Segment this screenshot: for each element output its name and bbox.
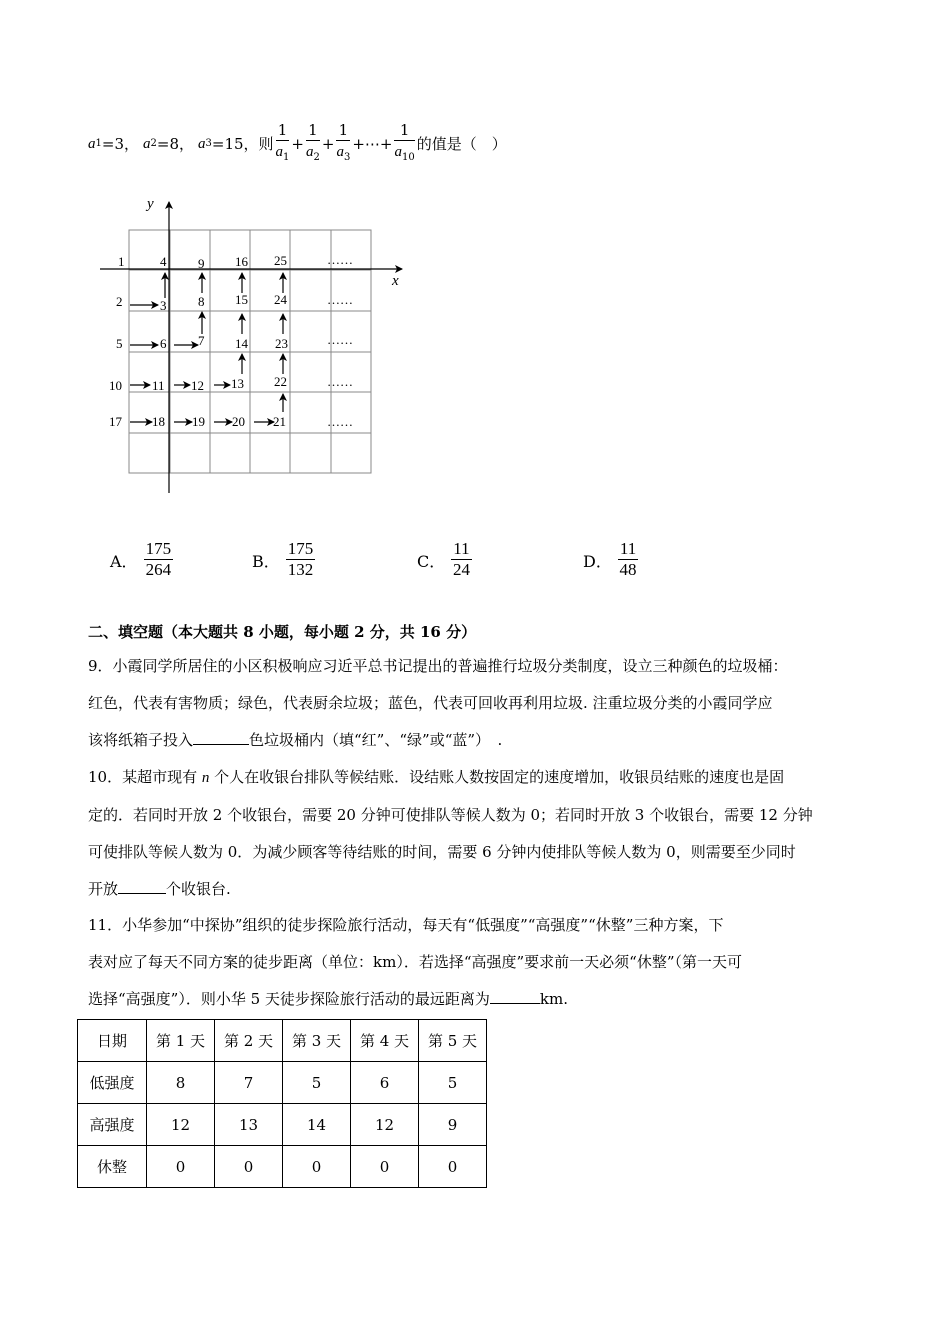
q11-line1: 11．小华参加“中探协”组织的徒步探险旅行活动，每天有“低强度”“高强度”“休整”三种方案，下 [88,916,724,934]
grid-cell: 9 [198,256,205,271]
grid-cell: …… [327,252,353,267]
q10-line1: 10．某超市现有 n 个人在收银台排队等候结账．设结账人数按固定的速度增加，收银员结账的速度也是固 [88,768,785,786]
a1-sub: 1 [95,138,102,149]
grid-cell: 12 [191,378,204,393]
grid-cell: 3 [160,298,167,313]
section2-title: 二、填空题（本大题共 8 小题，每小题 2 分，共 16 分） [88,623,477,641]
grid-cell: 15 [235,292,248,307]
question10 [88,759,813,908]
grid-cell: 24 [274,292,287,307]
grid-cell: 6 [160,336,167,351]
table-row [78,1104,487,1146]
axes [100,202,402,493]
fraction-1-over-a2: $\frac{1}{a_2}$ [305,120,320,163]
question8-suffix: 的值是（ ） [416,134,507,153]
q9-line3: 该将纸箱子投入 色垃圾桶内（填“红”、“绿”或“蓝”） . [88,731,503,749]
a2-var: a [143,135,151,152]
a3-var: a [198,135,206,152]
table-cell: 0 [147,1146,215,1188]
arrows [130,273,283,422]
table-cell: 8 [147,1062,215,1104]
a2-value: =8， [156,134,194,153]
grid-cell: 10 [109,378,122,393]
grid-cell: 13 [231,376,244,391]
a3-sub: 3 [205,138,212,149]
grid-cell: 23 [275,336,288,351]
option-c-fraction: $\frac{11}{24}$ [452,539,470,579]
fraction-1-over-a1: $\frac{1}{a_1}$ [275,120,290,163]
plus-sign: + [379,134,393,153]
q9-line1: 9．小霞同学所居住的小区积极响应习近平总书记提出的普遍推行垃圾分类制度，设立三种颜色的垃圾桶： [88,657,788,675]
grid-cell: 4 [160,254,167,269]
table-header-cell: 第 4 天 [351,1020,419,1062]
table-cell: 高强度 [78,1104,147,1146]
table-cell: 12 [147,1104,215,1146]
grid-cell: 20 [232,414,245,429]
a1-value: =3， [101,134,139,153]
question8-formula [88,122,507,166]
question11 [88,907,742,1018]
table-cell: 0 [419,1146,487,1188]
option-a-fraction: $\frac{175}{264}$ [145,539,172,579]
fraction-1-over-a3: $\frac{1}{a_3}$ [336,120,351,163]
q10-line3: 可使排队等候人数为 0．为减少顾客等待结账的时间，需要 6 分钟内使排队等候人数为 0，则需要至少同时 [88,843,796,861]
table-cell: 9 [419,1104,487,1146]
table-cell: 14 [283,1104,351,1146]
q11-answer-blank[interactable] [490,1002,540,1004]
q10-line2: 定的．若同时开放 2 个收银台，需要 20 分钟可使排队等候人数为 0；若同时开放 3 个收银台，需要 12 分钟 [88,806,813,824]
grid-cell: 19 [192,414,205,429]
option-d[interactable] [583,537,640,583]
option-b[interactable] [252,537,317,583]
grid-cell: 2 [116,294,123,309]
grid-cell: 8 [198,294,205,309]
q9-line2: 红色，代表有害物质；绿色，代表厨余垃圾；蓝色，代表可回收再利用垃圾. 注重垃圾分类的小霞同学应 [88,694,773,712]
table-cell: 0 [351,1146,419,1188]
table-header-cell: 日期 [78,1020,147,1062]
grid-cell: …… [327,332,353,347]
q11-line3: 选择“高强度”）．则小华 5 天徒步探险旅行活动的最远距离为 km. [88,990,569,1008]
table-cell: 0 [215,1146,283,1188]
q9-answer-blank[interactable] [193,743,249,745]
table-header-row [78,1020,487,1062]
q10-answer-blank[interactable] [118,892,166,894]
table-cell: 7 [215,1062,283,1104]
q10-line4: 开放 个收银台. [88,880,231,898]
table-cell: 0 [283,1146,351,1188]
grid-cell: 17 [109,414,122,429]
grid-numbers [109,252,353,429]
table-header-cell: 第 3 天 [283,1020,351,1062]
grid-figure [90,190,420,500]
table-cell: 5 [419,1062,487,1104]
plus-sign: + [321,134,335,153]
option-c-label: C． [417,551,446,571]
table-header-cell: 第 5 天 [419,1020,487,1062]
option-b-fraction: $\frac{175}{132}$ [287,539,314,579]
table-cell: 12 [351,1104,419,1146]
grid-cell: 14 [235,336,248,351]
plus-sign: + [352,134,365,153]
grid-cell: 1 [118,254,125,269]
option-b-label: B． [252,551,280,571]
table-cell: 5 [283,1062,351,1104]
grid-cell: 11 [152,378,165,393]
question9 [88,648,788,759]
table-header-cell: 第 1 天 [147,1020,215,1062]
grid-cell: 21 [273,414,286,429]
fraction-1-over-a10: $\frac{1}{a_{10}}$ [394,120,415,163]
x-axis-label: x [392,273,399,289]
grid-cell: 18 [152,414,165,429]
q11-line2: 表对应了每天不同方案的徒步距离（单位：km）．若选择“高强度”要求前一天必须“休整”（第一天可 [88,953,742,971]
grid-cell: 16 [235,254,248,269]
grid-cell: …… [327,414,353,429]
ellipsis: ⋯ [364,134,380,153]
a3-value: =15，则 [211,134,274,153]
option-a[interactable] [110,537,175,583]
table-header-cell: 第 2 天 [215,1020,283,1062]
grid-cell: 5 [116,336,123,351]
table-row [78,1062,487,1104]
table-cell: 休整 [78,1146,147,1188]
option-d-label: D． [583,551,612,571]
grid-cell: 22 [274,374,287,389]
a1-var: a [88,135,96,152]
table-row [78,1146,487,1188]
hiking-plan-table [77,1019,487,1188]
grid-cell: …… [327,292,353,307]
option-c[interactable] [417,537,474,583]
table-cell: 6 [351,1062,419,1104]
option-d-fraction: $\frac{11}{48}$ [619,539,637,579]
plus-sign: + [291,134,304,153]
option-a-label: A． [110,551,138,571]
table-cell: 低强度 [78,1062,147,1104]
grid-cell: …… [327,374,353,389]
table-cell: 13 [215,1104,283,1146]
y-axis-label: y [147,196,154,212]
grid-cell: 25 [274,253,287,268]
a2-sub: 2 [150,138,157,149]
grid-cell: 7 [198,333,205,348]
